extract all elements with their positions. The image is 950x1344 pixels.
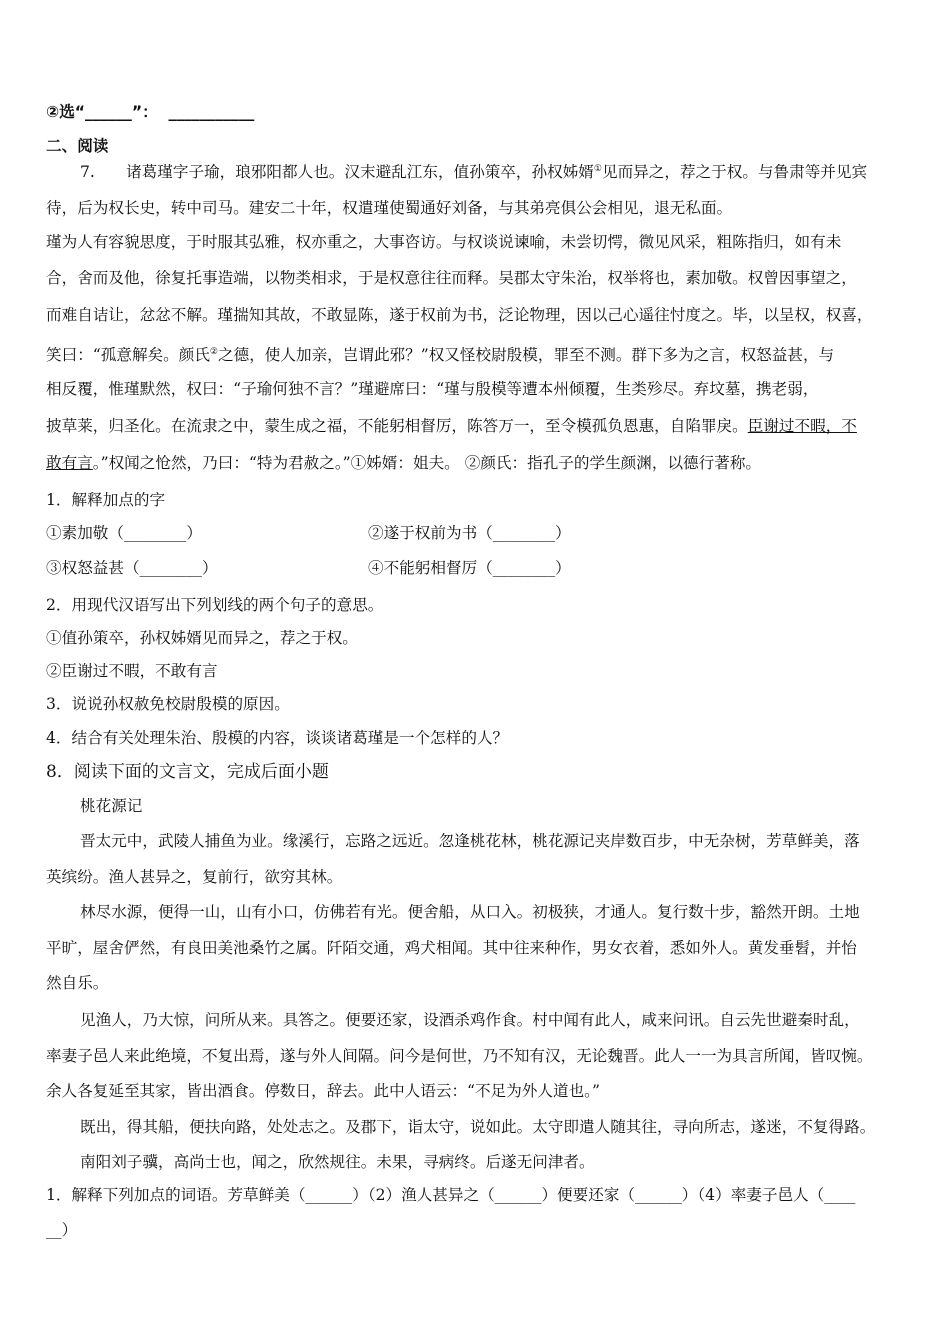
q7-sub-q1-item-3[interactable]: ③权怒益甚（________）: [46, 559, 218, 577]
q7-passage-line-3: 瑾为人有容貌思度，于时服其弘雅，权亦重之，大事咨访。与权谈说谏喻，未尝切愕，微见风采，粗陈指归，如有未: [46, 233, 842, 251]
q8-passage-line-3: 林尽水源，便得一山，山有小口，仿佛若有光。便舍船，从口入。初极狭，才通人。复行数十步，豁然开朗。土地: [80, 903, 860, 921]
q8-passage-line-7: 率妻子邑人来此绝境，不复出焉，遂与外人间隔。问今是何世，乃不知有汉，无论魏晋。此人一一为具言所闻，皆叹惋。: [46, 1047, 873, 1065]
fill-item-2-quote-open: “: [74, 103, 86, 121]
q7-sub-question-2: 2．用现代汉语写出下列划线的两个句子的意思。: [46, 596, 384, 614]
q7-passage-line-7: 相反覆，惟瑾默然，权曰：“子瑜何独不言？”瑾避席曰：“瑾与殷模等遭本州倾覆，生类殄尽。弃坟墓，携老弱，: [46, 380, 819, 398]
q8-sub-question-1-continued: __）: [46, 1221, 78, 1239]
q8-sub-question-1: 1．解释下列加点的词语。芳草鲜美（______）（2）渔人甚异之（______）便要还家（______）（4）率妻子邑人（____: [46, 1186, 856, 1204]
q7-line-8-text: 披草莱，归圣化。在流隶之中，蒙生成之福，不能躬相督厉，陈答万一，至令模孤负恩惠，自陷罪戾。: [46, 417, 748, 435]
fill-item-2-quote-close: ”：: [131, 103, 158, 121]
q7-sub-q1-item-2[interactable]: ②遂于权前为书（________）: [368, 524, 571, 542]
q8-passage-line-8: 余人各复延至其家，皆出酒食。停数日，辞去。此中人语云：“不足为外人道也。”: [46, 1082, 600, 1100]
footnote-marker-1: ①: [593, 164, 602, 174]
q7-sub-q1-row-2: [46, 557, 906, 579]
q7-sub-q1-item-4[interactable]: ④不能躬相督厉（________）: [368, 559, 571, 577]
fill-item-2-label: ②选: [46, 103, 75, 121]
q7-line-1-tail: 见而异之，荐之于权。与鲁肃等并见宾: [601, 163, 868, 182]
q7-sub-q1-row-1: [46, 522, 906, 544]
fill-item-2-underscore[interactable]: ______: [85, 103, 132, 121]
q8-heading: 8．阅读下面的文言文，完成后面小题: [46, 762, 329, 782]
q8-passage-title: 桃花源记: [80, 797, 143, 815]
q7-sub-question-1: 1．解释加点的字: [46, 491, 166, 509]
underlined-sentence-part-1: 臣谢过不暇，不: [747, 417, 857, 435]
q7-line-1-text: 7. 诸葛瑾字子瑜，琅邪阳都人也。汉末避乱江东，值孙策卒，孙权姊婿: [80, 163, 594, 182]
q7-line-6-text: 笑曰：“孤意解矣。颜氏: [46, 346, 210, 365]
q7-sub-question-3: 3．说说孙权赦免校尉殷模的原因。: [46, 695, 290, 713]
q8-passage-line-9: 既出，得其船，便扶向路，处处志之。及郡下，诣太守，说如此。太守即遣人随其往，寻向所志，遂迷，不复得路。: [80, 1118, 876, 1136]
footnote-marker-2: ②: [209, 347, 218, 357]
q7-sub-q2-item-2: ②臣谢过不暇，不敢有言: [46, 662, 218, 680]
q7-passage-line-5: 而难自诘让，忿忿不解。瑾揣知其故，不敢显陈，遂于权前为书，泛论物理，因以己心遥往忖度之。毕，以呈权，权喜，: [46, 306, 873, 324]
q7-passage-line-4: 合，舍而及他，徐复托事造端，以物类相求，于是权意往往而释。吴郡太守朱治，权举将也，素加敬。权曾因事望之，: [46, 269, 857, 287]
fill-item-2-answer-blank[interactable]: ___________: [168, 103, 255, 121]
q7-line-6-tail: 之德，使人加亲，岂谓此邪？”权又怪校尉殷模，罪至不测。群下多为之言，权怒益甚，与: [218, 346, 835, 365]
q7-passage-line-1: [80, 158, 906, 183]
q7-passage-line-8: [46, 415, 906, 437]
q7-sub-q1-item-1[interactable]: ①素加敬（________）: [46, 524, 202, 542]
q8-passage-line-5: 然自乐。: [46, 974, 109, 992]
q7-sub-question-4: 4．结合有关处理朱治、殷模的内容，谈谈诸葛瑾是一个怎样的人？: [46, 729, 509, 747]
section-heading-reading: 二、阅读: [46, 137, 109, 155]
q7-passage-line-9: [46, 452, 906, 474]
q7-sub-q2-item-1: ①值孙策卒，孙权姊婿见而异之，荐之于权。: [46, 629, 358, 647]
q7-line-9-tail: 。”权闻之怆然，乃曰：“特为君赦之。”①姊婿：姐夫。 ②颜氏：指孔子的学生颜渊，以德行著称。: [92, 454, 762, 472]
q8-passage-line-4: 平旷，屋舍俨然，有良田美池桑竹之属。阡陌交通，鸡犬相闻。其中往来种作，男女衣着，悉如外人。黄发垂髫，并怡: [46, 939, 857, 957]
underlined-sentence-part-2: 敢有言: [46, 454, 93, 472]
q8-passage-line-10: 南阳刘子骥，高尚士也，闻之，欣然规往。未果，寻病终。后遂无问津者。: [80, 1153, 595, 1171]
q8-passage-line-6: 见渔人，乃大惊，问所从来。具答之。便要还家，设酒杀鸡作食。村中闻有此人，咸来问讯。自云先世避秦时乱，: [80, 1011, 860, 1029]
fill-item-2: [46, 101, 906, 123]
q8-passage-line-1: 晋太元中，武陵人捕鱼为业。缘溪行，忘路之远近。忽逢桃花林，桃花源记夹岸数百步，中无杂树，芳草鲜美，落: [80, 832, 860, 850]
q7-passage-line-2: 待，后为权长史，转中司马。建安二十年，权遣瑾使蜀通好刘备，与其弟亮俱公会相见，退无私面。: [46, 199, 733, 217]
q8-passage-line-2: 英缤纷。渔人甚异之，复前行，欲穷其林。: [46, 868, 343, 886]
q7-passage-line-6: [46, 341, 906, 366]
